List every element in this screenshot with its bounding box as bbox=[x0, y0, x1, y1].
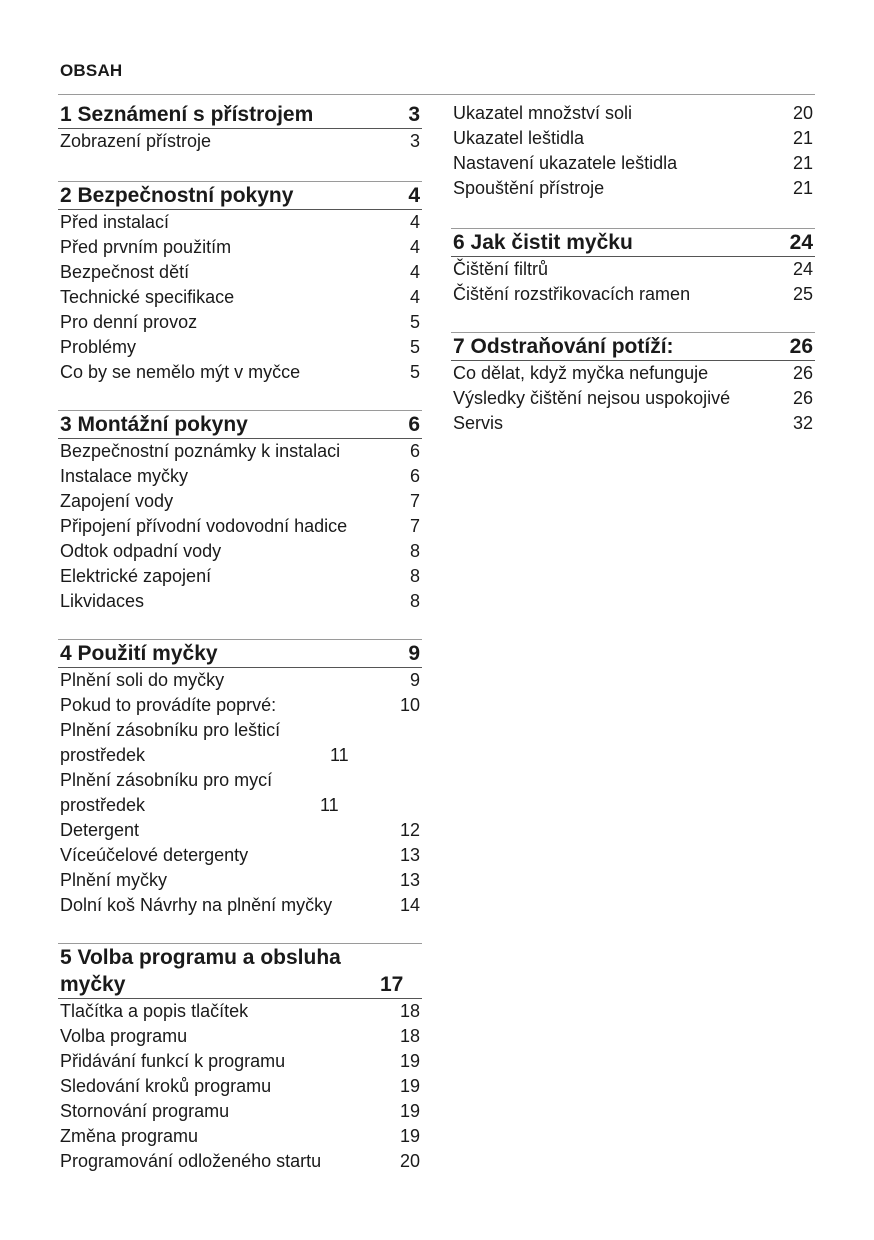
toc-section-1 bbox=[58, 101, 422, 154]
toc-continuation bbox=[451, 101, 815, 201]
toc-section-heading[interactable] bbox=[58, 181, 422, 210]
section-title: 3 Montážní pokyny bbox=[60, 413, 248, 436]
entry-title: Čištění filtrů bbox=[453, 259, 549, 279]
section-page: 4 bbox=[408, 184, 420, 207]
section-page: 3 bbox=[408, 103, 420, 126]
entry-title: Dolní koš Návrhy na plnění myčky bbox=[60, 895, 333, 915]
entry-page: 7 bbox=[409, 491, 420, 511]
toc-entry[interactable] bbox=[58, 210, 422, 235]
toc-entry[interactable] bbox=[58, 589, 422, 614]
toc-entry[interactable] bbox=[451, 126, 815, 151]
toc-entry[interactable] bbox=[58, 1124, 422, 1149]
toc-entry[interactable] bbox=[58, 1149, 422, 1174]
entry-title: Servis bbox=[453, 413, 504, 433]
entry-page: 6 bbox=[409, 466, 420, 486]
entry-title: Pokud to provádíte poprvé: bbox=[60, 695, 277, 715]
toc-entry[interactable] bbox=[58, 129, 422, 154]
entry-title: Zobrazení přístroje bbox=[60, 131, 212, 151]
toc-section-heading[interactable] bbox=[451, 228, 815, 257]
entry-page: 25 bbox=[792, 284, 813, 304]
toc-section-5 bbox=[58, 943, 422, 1174]
entry-title: Programování odloženého startu bbox=[60, 1151, 322, 1171]
section-page: 9 bbox=[408, 642, 420, 665]
toc-entry[interactable] bbox=[58, 818, 422, 843]
entry-page: 13 bbox=[399, 870, 420, 890]
entry-title: Ukazatel leštidla bbox=[453, 128, 585, 148]
entry-page: 14 bbox=[399, 895, 420, 915]
toc-entry[interactable] bbox=[451, 411, 815, 436]
entry-title: Co by se nemělo mýt v myčce bbox=[60, 362, 301, 382]
toc-entry[interactable] bbox=[451, 151, 815, 176]
entry-page: 11 bbox=[320, 795, 339, 815]
toc-entry[interactable] bbox=[58, 1049, 422, 1074]
entry-page: 7 bbox=[409, 516, 420, 536]
toc-entry[interactable] bbox=[58, 668, 422, 693]
toc-entry[interactable] bbox=[58, 1074, 422, 1099]
toc-entry[interactable] bbox=[58, 285, 422, 310]
entry-title: Instalace myčky bbox=[60, 466, 189, 486]
entry-page: 21 bbox=[792, 178, 813, 198]
entry-title: Pro denní provoz bbox=[60, 312, 198, 332]
entry-page: 19 bbox=[399, 1076, 420, 1096]
entry-page: 6 bbox=[409, 441, 420, 461]
entry-page: 4 bbox=[409, 262, 420, 282]
section-page: 26 bbox=[789, 335, 813, 358]
section-title: 1 Seznámení s přístrojem bbox=[60, 103, 314, 126]
toc-entry[interactable] bbox=[58, 893, 422, 918]
toc-entry[interactable] bbox=[58, 999, 422, 1024]
entry-title: Detergent bbox=[60, 820, 140, 840]
entry-page: 19 bbox=[399, 1126, 420, 1146]
entry-page: 19 bbox=[399, 1101, 420, 1121]
entry-page: 11 bbox=[330, 745, 349, 765]
section-title: 5 Volba programu a obsluha myčky bbox=[60, 946, 341, 996]
entry-title: Plnění zásobníku pro mycí prostředek bbox=[60, 770, 273, 815]
entry-page: 3 bbox=[409, 131, 420, 151]
entry-title: Připojení přívodní vodovodní hadice bbox=[60, 516, 348, 536]
entry-page: 21 bbox=[792, 128, 813, 148]
toc-section-3 bbox=[58, 410, 422, 614]
entry-page: 12 bbox=[399, 820, 420, 840]
toc-entry[interactable] bbox=[58, 439, 422, 464]
toc-section-2 bbox=[58, 181, 422, 385]
toc-entry[interactable] bbox=[451, 257, 815, 282]
toc-entry[interactable] bbox=[58, 693, 422, 718]
toc-entry[interactable] bbox=[58, 768, 422, 818]
entry-title: Bezpečnostní poznámky k instalaci bbox=[60, 441, 341, 461]
entry-title: Elektrické zapojení bbox=[60, 566, 212, 586]
entry-title: Nastavení ukazatele leštidla bbox=[453, 153, 678, 173]
entry-page: 8 bbox=[409, 566, 420, 586]
entry-page: 19 bbox=[399, 1051, 420, 1071]
entry-title: Volba programu bbox=[60, 1026, 188, 1046]
toc-entry[interactable] bbox=[451, 361, 815, 386]
toc-section-heading[interactable] bbox=[58, 101, 422, 129]
toc-entry[interactable] bbox=[58, 235, 422, 260]
entry-title: Likvidaces bbox=[60, 591, 145, 611]
entry-page: 4 bbox=[409, 287, 420, 307]
entry-title: Bezpečnost dětí bbox=[60, 262, 190, 282]
toc-section-heading[interactable] bbox=[58, 943, 422, 999]
section-title: 7 Odstraňování potíží: bbox=[453, 335, 674, 358]
entry-page: 8 bbox=[409, 541, 420, 561]
toc-entry[interactable] bbox=[58, 718, 422, 768]
entry-title: Technické specifikace bbox=[60, 287, 235, 307]
toc-section-heading[interactable] bbox=[451, 332, 815, 361]
toc-section-heading[interactable] bbox=[58, 639, 422, 668]
entry-page: 18 bbox=[399, 1026, 420, 1046]
toc-entry[interactable] bbox=[451, 176, 815, 201]
toc-entry[interactable] bbox=[58, 564, 422, 589]
toc-entry[interactable] bbox=[451, 386, 815, 411]
entry-page: 32 bbox=[792, 413, 813, 433]
entry-page: 24 bbox=[792, 259, 813, 279]
entry-title: Před instalací bbox=[60, 212, 170, 232]
entry-title: Čištění rozstřikovacích ramen bbox=[453, 284, 691, 304]
entry-page: 9 bbox=[409, 670, 420, 690]
entry-page: 13 bbox=[399, 845, 420, 865]
entry-title: Ukazatel množství soli bbox=[453, 103, 633, 123]
entry-title: Plnění zásobníku pro lešticí prostředek bbox=[60, 720, 281, 765]
entry-title: Stornování programu bbox=[60, 1101, 230, 1121]
toc-section-heading[interactable] bbox=[58, 410, 422, 439]
toc-entry[interactable] bbox=[58, 843, 422, 868]
entry-page: 26 bbox=[792, 388, 813, 408]
entry-title: Plnění myčky bbox=[60, 870, 168, 890]
section-title: 6 Jak čistit myčku bbox=[453, 231, 633, 254]
entry-title: Problémy bbox=[60, 337, 137, 357]
entry-page: 8 bbox=[409, 591, 420, 611]
section-page: 6 bbox=[408, 413, 420, 436]
toc-entry[interactable] bbox=[451, 101, 815, 126]
toc-section-6 bbox=[451, 228, 815, 307]
section-page: 17 bbox=[380, 973, 404, 996]
entry-title: Zapojení vody bbox=[60, 491, 174, 511]
header-divider bbox=[58, 94, 815, 95]
toc-section-7 bbox=[451, 332, 815, 436]
entry-title: Před prvním použitím bbox=[60, 237, 232, 257]
entry-title: Výsledky čištění nejsou uspokojivé bbox=[453, 388, 731, 408]
toc-entry[interactable] bbox=[58, 310, 422, 335]
entry-title: Sledování kroků programu bbox=[60, 1076, 272, 1096]
toc-entry[interactable] bbox=[58, 489, 422, 514]
toc-entry[interactable] bbox=[58, 514, 422, 539]
section-title: 4 Použití myčky bbox=[60, 642, 218, 665]
entry-page: 5 bbox=[409, 362, 420, 382]
entry-page: 10 bbox=[399, 695, 420, 715]
entry-page: 20 bbox=[399, 1151, 420, 1171]
entry-page: 4 bbox=[409, 212, 420, 232]
entry-page: 18 bbox=[399, 1001, 420, 1021]
toc-entry[interactable] bbox=[58, 868, 422, 893]
entry-page: 26 bbox=[792, 363, 813, 383]
entry-title: Co dělat, když myčka nefunguje bbox=[453, 363, 709, 383]
page-title: OBSAH bbox=[60, 61, 123, 80]
toc-entry[interactable] bbox=[58, 539, 422, 564]
entry-page: 5 bbox=[409, 312, 420, 332]
entry-title: Tlačítka a popis tlačítek bbox=[60, 1001, 249, 1021]
toc-entry[interactable] bbox=[58, 1024, 422, 1049]
entry-page: 5 bbox=[409, 337, 420, 357]
toc-section-4 bbox=[58, 639, 422, 918]
toc-entry[interactable] bbox=[58, 335, 422, 360]
entry-title: Plnění soli do myčky bbox=[60, 670, 225, 690]
entry-page: 20 bbox=[792, 103, 813, 123]
toc-entry[interactable] bbox=[58, 260, 422, 285]
entry-page: 4 bbox=[409, 237, 420, 257]
section-title: 2 Bezpečnostní pokyny bbox=[60, 184, 294, 207]
toc-entry[interactable] bbox=[58, 1099, 422, 1124]
entry-title: Přidávání funkcí k programu bbox=[60, 1051, 286, 1071]
entry-page: 21 bbox=[792, 153, 813, 173]
entry-title: Změna programu bbox=[60, 1126, 199, 1146]
entry-title: Odtok odpadní vody bbox=[60, 541, 222, 561]
entry-title: Spouštění přístroje bbox=[453, 178, 605, 198]
toc-entry[interactable] bbox=[58, 360, 422, 385]
section-page: 24 bbox=[789, 231, 813, 254]
toc-entry[interactable] bbox=[58, 464, 422, 489]
entry-title: Víceúčelové detergenty bbox=[60, 845, 249, 865]
toc-entry[interactable] bbox=[451, 282, 815, 307]
